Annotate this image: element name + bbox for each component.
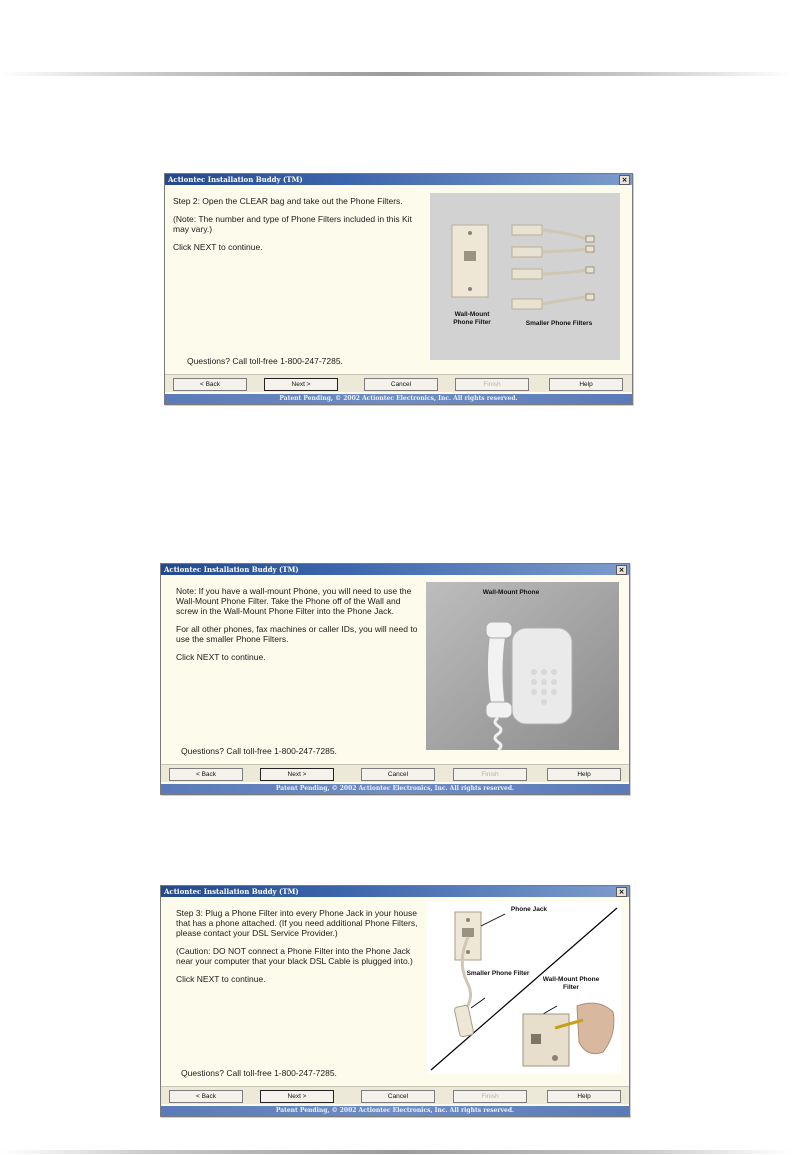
next-button[interactable]: Next > [264,378,338,391]
copyright-footer: Patent Pending, © 2002 Actiontec Electronics, Inc. All rights reserved. [161,784,629,794]
installer-dialog-note [160,563,630,795]
phone-filters-photo [430,193,620,360]
instructions [176,908,426,992]
next-button[interactable]: Next > [260,768,334,781]
copyright-footer: Patent Pending, © 2002 Actiontec Electronics, Inc. All rights reserved. [161,1106,629,1116]
button-bar [161,1086,629,1104]
help-button[interactable]: Help [547,1090,621,1103]
copyright-footer: Patent Pending, © 2002 Actiontec Electronics, Inc. All rights reserved. [165,394,632,404]
smaller-filter-label: Smaller Phone Filter [466,970,530,977]
close-button[interactable]: × [616,887,627,897]
installer-dialog-step3 [160,885,630,1117]
smaller-filters-label: Smaller Phone Filters [525,320,593,327]
dialog-titlebar [161,886,629,897]
instruction-paragraph: (Caution: DO NOT connect a Phone Filter into the Phone Jack near your computer that your black DSL Cable is plugged into.) [176,946,413,966]
close-button[interactable]: × [619,175,630,185]
back-button[interactable]: < Back [169,768,243,781]
phone-filters-illustration [430,193,620,360]
wall-mount-filter-label: Wall-Mount Phone Filter [542,976,600,991]
next-button[interactable]: Next > [260,1090,334,1103]
bottom-divider [0,1150,792,1154]
instruction-paragraph: Click NEXT to continue. [173,242,263,252]
support-phone-text: Questions? Call toll-free 1-800-247-7285. [181,746,337,756]
dialog-title: Actiontec Installation Buddy (TM) [164,887,299,896]
button-bar [161,764,629,782]
support-phone-text: Questions? Call toll-free 1-800-247-7285. [181,1068,337,1078]
phone-filter-install-illustration [427,902,621,1074]
installer-dialog-step2 [164,173,633,405]
dialog-title: Actiontec Installation Buddy (TM) [168,175,303,184]
instruction-paragraph: Note: If you have a wall-mount Phone, you will need to use the Wall-Mount Phone Filter. Take the Phone off of the Wall and screw in the Wall-Mount Phone Filter into the Phone Jack. [176,586,412,616]
wall-mount-filter-label: Wall-Mount Phone Filter [453,311,491,326]
back-button[interactable]: < Back [173,378,247,391]
instruction-paragraph: Click NEXT to continue. [176,974,266,984]
finish-button[interactable]: Finish [455,378,529,391]
button-bar [165,374,632,392]
wall-mount-phone-photo [426,582,619,750]
instruction-paragraph: Step 3: Plug a Phone Filter into every Phone Jack in your house that has a phone attached. (If you need additional Phone Filters, please contact your DSL Service Provider.) [176,908,418,938]
instructions [173,196,423,260]
dialog-titlebar [165,174,632,185]
dialog-titlebar [161,564,629,575]
cancel-button[interactable]: Cancel [364,378,438,391]
phone-jack-label: Phone Jack [510,906,548,913]
dialog-title: Actiontec Installation Buddy (TM) [164,565,299,574]
cancel-button[interactable]: Cancel [361,768,435,781]
close-button[interactable]: × [616,565,627,575]
instruction-paragraph: Step 2: Open the CLEAR bag and take out the Phone Filters. [173,196,403,206]
finish-button[interactable]: Finish [453,1090,527,1103]
instruction-paragraph: (Note: The number and type of Phone Filters included in this Kit may vary.) [173,214,412,234]
help-button[interactable]: Help [547,768,621,781]
instruction-paragraph: For all other phones, fax machines or caller IDs, you will need to use the smaller Phone Filters. [176,624,418,644]
wall-mount-phone-label: Wall-Mount Phone [482,589,540,596]
top-divider [0,72,792,76]
finish-button[interactable]: Finish [453,768,527,781]
back-button[interactable]: < Back [169,1090,243,1103]
instructions [176,586,421,670]
support-phone-text: Questions? Call toll-free 1-800-247-7285. [187,356,343,366]
help-button[interactable]: Help [549,378,623,391]
instruction-paragraph: Click NEXT to continue. [176,652,266,662]
cancel-button[interactable]: Cancel [361,1090,435,1103]
wall-mount-phone-illustration [426,582,619,750]
